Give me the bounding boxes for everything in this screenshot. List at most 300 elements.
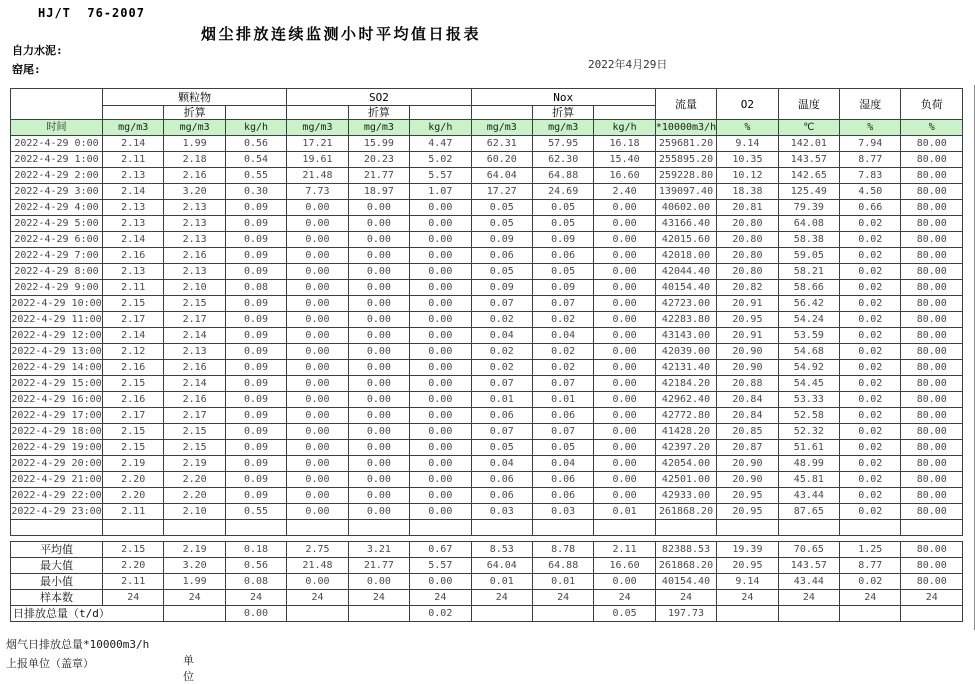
time-cell: 2022-4-29 21:00 <box>11 472 103 488</box>
table-row <box>11 440 963 456</box>
value-cell: 0.00 <box>410 408 471 424</box>
value-cell: 57.95 <box>532 136 593 152</box>
unit-cell: % <box>717 120 778 136</box>
value-cell: 0.09 <box>471 232 532 248</box>
value-cell: 0.04 <box>471 456 532 472</box>
value-cell: 0.00 <box>348 392 409 408</box>
value-cell: 62.31 <box>471 136 532 152</box>
unit-cell: mg/m3 <box>532 120 593 136</box>
table-row <box>11 376 963 392</box>
col-load: 负荷 <box>901 89 963 120</box>
summary-row <box>11 574 963 590</box>
value-cell: 4.50 <box>840 184 901 200</box>
summary-value-cell: 2.11 <box>103 574 164 590</box>
unit-cell: *10000m3/h <box>655 120 716 136</box>
value-cell: 3.20 <box>164 184 225 200</box>
value-cell: 56.42 <box>778 296 839 312</box>
value-cell: 20.90 <box>717 344 778 360</box>
value-cell: 0.09 <box>225 488 286 504</box>
daily-total-cell <box>164 606 225 622</box>
value-cell: 16.60 <box>594 168 655 184</box>
summary-value-cell: 0.56 <box>225 558 286 574</box>
table-row <box>11 200 963 216</box>
value-cell: 0.07 <box>471 296 532 312</box>
summary-row <box>11 542 963 558</box>
table-row <box>11 488 963 504</box>
value-cell: 87.65 <box>778 504 839 520</box>
value-cell: 2.13 <box>164 216 225 232</box>
table-row <box>11 312 963 328</box>
value-cell: 0.00 <box>348 216 409 232</box>
summary-value-cell: 0.00 <box>287 574 348 590</box>
empty-cell <box>348 520 409 536</box>
value-cell: 0.55 <box>225 168 286 184</box>
daily-total-cell: 0.02 <box>410 606 471 622</box>
value-cell: 2.17 <box>103 312 164 328</box>
value-cell: 0.00 <box>348 472 409 488</box>
value-cell: 2.10 <box>164 280 225 296</box>
value-cell: 143.57 <box>778 152 839 168</box>
value-cell: 0.02 <box>840 232 901 248</box>
value-cell: 0.09 <box>471 280 532 296</box>
value-cell: 20.84 <box>717 392 778 408</box>
value-cell: 7.73 <box>287 184 348 200</box>
value-cell: 2.11 <box>103 280 164 296</box>
value-cell: 0.09 <box>225 456 286 472</box>
value-cell: 80.00 <box>901 424 963 440</box>
value-cell: 0.00 <box>287 280 348 296</box>
value-cell: 0.00 <box>410 264 471 280</box>
so2-sub-blank <box>410 106 471 120</box>
value-cell: 0.01 <box>532 392 593 408</box>
value-cell: 0.02 <box>840 504 901 520</box>
table-row <box>11 264 963 280</box>
value-cell: 0.02 <box>840 440 901 456</box>
page-title: 烟尘排放连续监测小时平均值日报表 <box>201 25 482 43</box>
value-cell: 0.05 <box>532 440 593 456</box>
value-cell: 19.61 <box>287 152 348 168</box>
value-cell: 4.47 <box>410 136 471 152</box>
value-cell: 0.02 <box>840 360 901 376</box>
value-cell: 0.00 <box>348 280 409 296</box>
value-cell: 0.09 <box>225 376 286 392</box>
daily-total-cell: 0.00 <box>225 606 286 622</box>
value-cell: 20.23 <box>348 152 409 168</box>
value-cell: 20.80 <box>717 216 778 232</box>
value-cell: 52.58 <box>778 408 839 424</box>
summary-value-cell: 40154.40 <box>655 574 716 590</box>
value-cell: 5.57 <box>410 168 471 184</box>
value-cell: 0.06 <box>471 248 532 264</box>
value-cell: 0.00 <box>594 216 655 232</box>
report-tables <box>10 88 963 622</box>
value-cell: 2.14 <box>103 232 164 248</box>
daily-total-cell <box>778 606 839 622</box>
summary-label: 最小值 <box>11 574 103 590</box>
value-cell: 0.00 <box>594 248 655 264</box>
value-cell: 20.91 <box>717 328 778 344</box>
value-cell: 0.07 <box>471 424 532 440</box>
value-cell: 0.06 <box>532 408 593 424</box>
value-cell: 0.00 <box>348 264 409 280</box>
value-cell: 18.97 <box>348 184 409 200</box>
time-cell: 2022-4-29 10:00 <box>11 296 103 312</box>
value-cell: 42962.40 <box>655 392 716 408</box>
value-cell: 54.24 <box>778 312 839 328</box>
summary-value-cell: 0.01 <box>532 574 593 590</box>
value-cell: 0.09 <box>532 280 593 296</box>
value-cell: 0.06 <box>471 408 532 424</box>
table-row <box>11 392 963 408</box>
value-cell: 80.00 <box>901 168 963 184</box>
value-cell: 2.15 <box>103 376 164 392</box>
time-cell: 2022-4-29 16:00 <box>11 392 103 408</box>
value-cell: 80.00 <box>901 264 963 280</box>
value-cell: 0.09 <box>225 312 286 328</box>
value-cell: 0.09 <box>225 424 286 440</box>
daily-total-cell: 197.73 <box>655 606 716 622</box>
value-cell: 255895.20 <box>655 152 716 168</box>
value-cell: 42131.40 <box>655 360 716 376</box>
value-cell: 42018.00 <box>655 248 716 264</box>
value-cell: 142.65 <box>778 168 839 184</box>
time-cell: 2022-4-29 11:00 <box>11 312 103 328</box>
unit-cell: mg/m3 <box>287 120 348 136</box>
summary-value-cell: 80.00 <box>901 558 963 574</box>
value-cell: 80.00 <box>901 408 963 424</box>
value-cell: 0.00 <box>287 344 348 360</box>
value-cell: 2.15 <box>164 440 225 456</box>
summary-value-cell: 2.19 <box>164 542 225 558</box>
value-cell: 2.14 <box>164 328 225 344</box>
value-cell: 0.66 <box>840 200 901 216</box>
summary-value-cell: 24 <box>164 590 225 606</box>
value-cell: 0.00 <box>287 408 348 424</box>
value-cell: 0.00 <box>594 376 655 392</box>
time-cell: 2022-4-29 7:00 <box>11 248 103 264</box>
value-cell: 0.00 <box>287 200 348 216</box>
summary-value-cell: 0.00 <box>348 574 409 590</box>
value-cell: 40154.40 <box>655 280 716 296</box>
table-row <box>11 168 963 184</box>
value-cell: 64.04 <box>471 168 532 184</box>
time-cell: 2022-4-29 2:00 <box>11 168 103 184</box>
company-name: 自力水泥: <box>12 44 63 57</box>
value-cell: 15.40 <box>594 152 655 168</box>
value-cell: 2.17 <box>164 408 225 424</box>
value-cell: 2.19 <box>164 456 225 472</box>
value-cell: 0.00 <box>348 440 409 456</box>
value-cell: 42501.00 <box>655 472 716 488</box>
time-cell: 2022-4-29 18:00 <box>11 424 103 440</box>
value-cell: 0.00 <box>410 232 471 248</box>
unit-cell: mg/m3 <box>348 120 409 136</box>
summary-value-cell: 9.14 <box>717 574 778 590</box>
daily-total-cell <box>840 606 901 622</box>
summary-value-cell: 21.48 <box>287 558 348 574</box>
value-cell: 58.66 <box>778 280 839 296</box>
summary-value-cell: 24 <box>840 590 901 606</box>
value-cell: 80.00 <box>901 280 963 296</box>
value-cell: 41428.20 <box>655 424 716 440</box>
value-cell: 0.00 <box>594 264 655 280</box>
value-cell: 80.00 <box>901 392 963 408</box>
value-cell: 0.00 <box>410 392 471 408</box>
hourly-data-table <box>10 88 963 536</box>
value-cell: 80.00 <box>901 216 963 232</box>
value-cell: 0.00 <box>348 504 409 520</box>
value-cell: 0.05 <box>471 264 532 280</box>
value-cell: 0.02 <box>532 344 593 360</box>
empty-cell <box>840 520 901 536</box>
value-cell: 0.02 <box>471 312 532 328</box>
value-cell: 43143.00 <box>655 328 716 344</box>
summary-value-cell: 24 <box>103 590 164 606</box>
summary-value-cell: 0.00 <box>410 574 471 590</box>
standard-code: HJ/T 76-2007 <box>38 6 145 20</box>
value-cell: 0.00 <box>594 360 655 376</box>
value-cell: 0.00 <box>287 264 348 280</box>
value-cell: 0.06 <box>532 248 593 264</box>
col-temperature: 温度 <box>778 89 839 120</box>
summary-value-cell: 64.88 <box>532 558 593 574</box>
value-cell: 0.02 <box>840 216 901 232</box>
summary-value-cell: 80.00 <box>901 542 963 558</box>
summary-label: 最大值 <box>11 558 103 574</box>
value-cell: 20.81 <box>717 200 778 216</box>
empty-cell <box>11 520 103 536</box>
summary-value-cell: 64.04 <box>471 558 532 574</box>
summary-value-cell: 143.57 <box>778 558 839 574</box>
value-cell: 0.00 <box>287 472 348 488</box>
value-cell: 1.99 <box>164 136 225 152</box>
value-cell: 0.02 <box>840 312 901 328</box>
value-cell: 0.00 <box>287 440 348 456</box>
empty-cell <box>778 520 839 536</box>
value-cell: 2.12 <box>103 344 164 360</box>
value-cell: 2.16 <box>103 248 164 264</box>
empty-cell <box>594 520 655 536</box>
value-cell: 54.45 <box>778 376 839 392</box>
value-cell: 0.00 <box>287 216 348 232</box>
value-cell: 58.38 <box>778 232 839 248</box>
value-cell: 10.12 <box>717 168 778 184</box>
value-cell: 0.00 <box>287 392 348 408</box>
value-cell: 2.20 <box>164 488 225 504</box>
value-cell: 259228.80 <box>655 168 716 184</box>
nox-converted: 折算 <box>532 106 593 120</box>
value-cell: 0.00 <box>348 344 409 360</box>
unit-cell: mg/m3 <box>164 120 225 136</box>
empty-cell <box>532 520 593 536</box>
value-cell: 0.09 <box>225 472 286 488</box>
summary-value-cell: 24 <box>778 590 839 606</box>
col-humidity: 湿度 <box>840 89 901 120</box>
col-group-so2: SO2 <box>287 89 471 106</box>
daily-total-cell <box>901 606 963 622</box>
value-cell: 80.00 <box>901 248 963 264</box>
summary-value-cell: 24 <box>532 590 593 606</box>
time-cell: 2022-4-29 6:00 <box>11 232 103 248</box>
summary-value-cell: 24 <box>225 590 286 606</box>
value-cell: 2.16 <box>103 360 164 376</box>
time-cell: 2022-4-29 0:00 <box>11 136 103 152</box>
table-row <box>11 472 963 488</box>
value-cell: 0.00 <box>594 408 655 424</box>
table-row <box>11 328 963 344</box>
summary-value-cell: 43.44 <box>778 574 839 590</box>
empty-cell <box>717 520 778 536</box>
value-cell: 20.95 <box>717 488 778 504</box>
value-cell: 0.06 <box>532 472 593 488</box>
value-cell: 60.20 <box>471 152 532 168</box>
value-cell: 0.00 <box>594 232 655 248</box>
value-cell: 0.00 <box>410 248 471 264</box>
summary-label: 平均值 <box>11 542 103 558</box>
value-cell: 0.00 <box>410 344 471 360</box>
value-cell: 142.01 <box>778 136 839 152</box>
value-cell: 0.00 <box>410 312 471 328</box>
value-cell: 17.21 <box>287 136 348 152</box>
value-cell: 2.16 <box>103 392 164 408</box>
summary-value-cell: 70.65 <box>778 542 839 558</box>
value-cell: 20.90 <box>717 456 778 472</box>
value-cell: 0.00 <box>594 392 655 408</box>
value-cell: 0.00 <box>287 248 348 264</box>
value-cell: 2.40 <box>594 184 655 200</box>
value-cell: 0.02 <box>840 280 901 296</box>
value-cell: 0.00 <box>287 504 348 520</box>
value-cell: 9.14 <box>717 136 778 152</box>
value-cell: 0.00 <box>410 328 471 344</box>
time-cell: 2022-4-29 20:00 <box>11 456 103 472</box>
unit-cell: % <box>901 120 963 136</box>
summary-value-cell: 0.67 <box>410 542 471 558</box>
value-cell: 0.09 <box>225 408 286 424</box>
empty-row <box>11 520 963 536</box>
value-cell: 20.88 <box>717 376 778 392</box>
value-cell: 0.07 <box>532 424 593 440</box>
value-cell: 0.00 <box>594 440 655 456</box>
value-cell: 0.07 <box>532 296 593 312</box>
value-cell: 0.01 <box>594 504 655 520</box>
value-cell: 45.81 <box>778 472 839 488</box>
value-cell: 20.80 <box>717 264 778 280</box>
nox-sub-blank <box>471 106 532 120</box>
value-cell: 42933.00 <box>655 488 716 504</box>
summary-value-cell: 3.21 <box>348 542 409 558</box>
summary-value-cell: 5.57 <box>410 558 471 574</box>
value-cell: 0.09 <box>225 328 286 344</box>
value-cell: 2.13 <box>164 344 225 360</box>
value-cell: 2.14 <box>164 376 225 392</box>
value-cell: 125.49 <box>778 184 839 200</box>
value-cell: 2.13 <box>103 168 164 184</box>
value-cell: 0.01 <box>471 392 532 408</box>
table-row <box>11 248 963 264</box>
so2-converted: 折算 <box>348 106 409 120</box>
time-cell: 2022-4-29 4:00 <box>11 200 103 216</box>
value-cell: 0.00 <box>287 296 348 312</box>
value-cell: 0.05 <box>471 440 532 456</box>
value-cell: 0.00 <box>410 360 471 376</box>
empty-cell <box>287 520 348 536</box>
value-cell: 20.84 <box>717 408 778 424</box>
reporting-unit-label: 上报单位（盖章） <box>6 657 94 670</box>
value-cell: 0.00 <box>287 360 348 376</box>
value-cell: 2.14 <box>103 184 164 200</box>
value-cell: 40602.00 <box>655 200 716 216</box>
value-cell: 0.00 <box>287 424 348 440</box>
value-cell: 0.02 <box>840 248 901 264</box>
value-cell: 80.00 <box>901 488 963 504</box>
value-cell: 0.00 <box>410 376 471 392</box>
value-cell: 0.09 <box>225 296 286 312</box>
so2-sub-blank <box>287 106 348 120</box>
footer-notes <box>6 636 194 683</box>
value-cell: 64.08 <box>778 216 839 232</box>
summary-value-cell: 8.53 <box>471 542 532 558</box>
value-cell: 0.00 <box>287 456 348 472</box>
value-cell: 80.00 <box>901 184 963 200</box>
value-cell: 0.00 <box>287 232 348 248</box>
value-cell: 0.00 <box>594 456 655 472</box>
value-cell: 54.92 <box>778 360 839 376</box>
value-cell: 0.00 <box>594 328 655 344</box>
value-cell: 0.00 <box>410 296 471 312</box>
value-cell: 2.16 <box>164 248 225 264</box>
nox-sub-blank <box>594 106 655 120</box>
summary-value-cell: 82388.53 <box>655 542 716 558</box>
unit-cell: kg/h <box>594 120 655 136</box>
unit-cell: ℃ <box>778 120 839 136</box>
value-cell: 2.16 <box>164 168 225 184</box>
value-cell: 0.00 <box>348 296 409 312</box>
value-cell: 2.10 <box>164 504 225 520</box>
summary-value-cell: 0.02 <box>840 574 901 590</box>
value-cell: 0.05 <box>471 216 532 232</box>
value-cell: 0.56 <box>225 136 286 152</box>
table-row <box>11 296 963 312</box>
value-cell: 0.02 <box>840 456 901 472</box>
value-cell: 0.04 <box>532 456 593 472</box>
summary-label: 样本数 <box>11 590 103 606</box>
value-cell: 0.00 <box>410 200 471 216</box>
time-cell: 2022-4-29 9:00 <box>11 280 103 296</box>
value-cell: 2.15 <box>103 296 164 312</box>
value-cell: 20.80 <box>717 248 778 264</box>
value-cell: 0.00 <box>287 488 348 504</box>
empty-cell <box>164 520 225 536</box>
value-cell: 0.02 <box>840 296 901 312</box>
report-date: 2022年4月29日 <box>588 58 668 71</box>
value-cell: 20.95 <box>717 312 778 328</box>
value-cell: 0.00 <box>348 488 409 504</box>
table-row <box>11 424 963 440</box>
summary-table <box>10 541 963 622</box>
daily-total-cell <box>717 606 778 622</box>
value-cell: 0.30 <box>225 184 286 200</box>
value-cell: 7.83 <box>840 168 901 184</box>
table-row <box>11 232 963 248</box>
daily-total-cell <box>348 606 409 622</box>
unit-cell: % <box>840 120 901 136</box>
value-cell: 261868.20 <box>655 504 716 520</box>
value-cell: 0.02 <box>471 344 532 360</box>
value-cell: 0.02 <box>840 424 901 440</box>
value-cell: 0.02 <box>471 360 532 376</box>
summary-value-cell: 0.18 <box>225 542 286 558</box>
